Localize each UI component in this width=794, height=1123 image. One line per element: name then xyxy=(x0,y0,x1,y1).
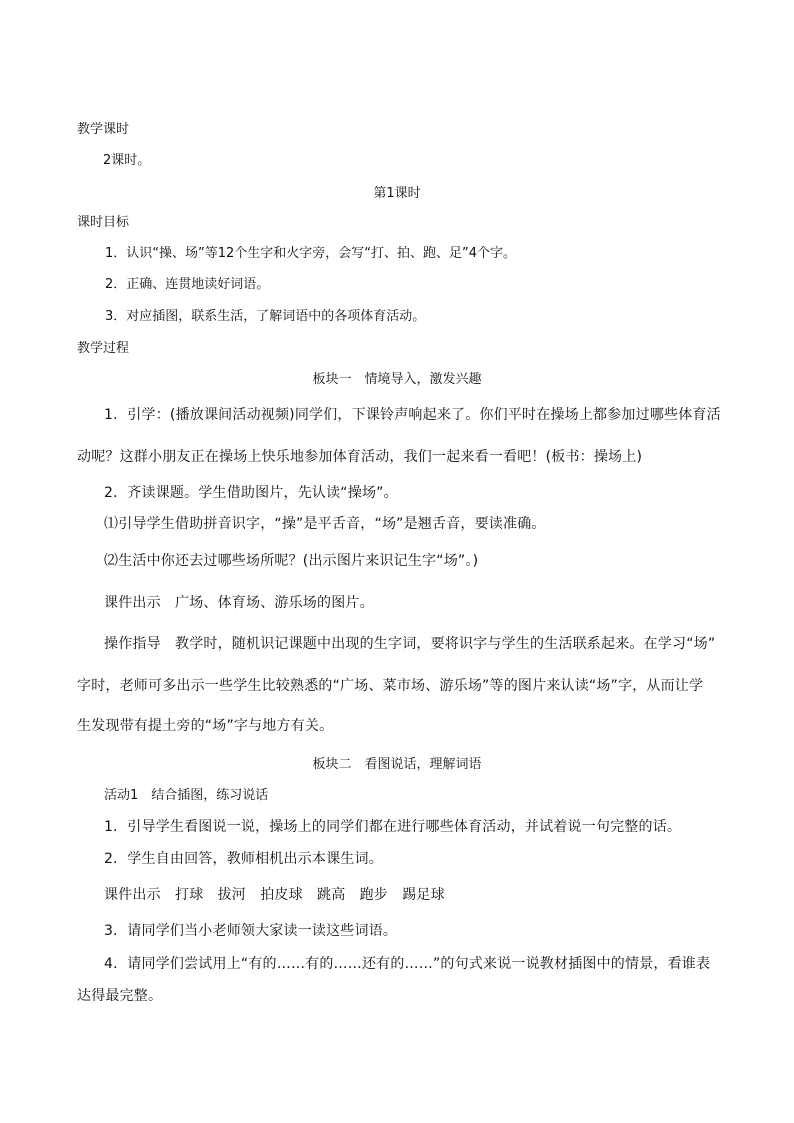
block2-step1: 1．引导学生看图说一说，操场上的同学们都在进行哪些体育活动，并试着说一句完整的话。 xyxy=(104,819,682,835)
process-heading: 教学过程 xyxy=(77,341,130,356)
block2-activity1: 活动1 结合插图，练习说话 xyxy=(104,788,269,803)
block1-guide-line2: 字时，老师可多出示一些学生比较熟悉的“广场、菜市场、游乐场”等的图片来认读“场”字，从而让学 xyxy=(77,678,704,694)
block2-step2: 2．学生自由回答，教师相机出示本课生词。 xyxy=(104,851,383,867)
block1-step2-sub1: ⑴引导学生借助拼音识字，“操”是平舌音，“场”是翘舌音，要读准确。 xyxy=(104,516,546,532)
block1-step1-line1: 1．引学：(播放课间活动视频)同学们，下课铃声响起来了。你们平时在操场上都参加过哪些体育活 xyxy=(104,407,721,423)
block2-courseware: 课件出示 打球 拔河 拍皮球 跳高 跑步 踢足球 xyxy=(104,887,445,903)
block2-step3: 3．请同学们当小老师领大家读一读这些词语。 xyxy=(104,923,398,939)
block1-step2-sub2: ⑵生活中你还去过哪些场所呢？(出示图片来识记生字“场”。) xyxy=(104,553,479,569)
goal-item-2: 2．正确、连贯地读好词语。 xyxy=(105,277,270,292)
block2-title: 板块二 看图说话，理解词语 xyxy=(312,757,482,772)
block2-step4-line2: 达得最完整。 xyxy=(77,988,163,1004)
goal-item-3: 3．对应插图，联系生活，了解词语中的各项体育活动。 xyxy=(105,309,426,324)
lesson-title: 第1课时 xyxy=(373,186,421,201)
goal-item-1: 1．认识“操、场”等12个生字和火字旁，会写“打、拍、跑、足”4个字。 xyxy=(105,246,517,261)
block1-title: 板块一 情境导入，激发兴趣 xyxy=(312,372,482,387)
block1-guide-line1: 操作指导 教学时，随机识记课题中出现的生字词，要将识字与学生的生活联系起来。在学习“场” xyxy=(104,636,716,652)
block1-courseware: 课件出示 广场、体育场、游乐场的图片。 xyxy=(104,595,374,611)
block1-step1-line2: 动呢？这群小朋友正在操场上快乐地参加体育活动，我们一起来看一看吧！(板书：操场上) xyxy=(77,449,643,465)
block2-step4-line1: 4．请同学们尝试用上“有的……有的……还有的……”的句式来说一说教材插图中的情景，看谁表 xyxy=(104,956,711,972)
block1-guide-line3: 生发现带有提土旁的“场”字与地方有关。 xyxy=(77,718,334,734)
teaching-hours-value: 2课时。 xyxy=(103,153,151,168)
teaching-hours-heading: 教学课时 xyxy=(77,122,130,137)
goals-heading: 课时目标 xyxy=(77,215,130,230)
block1-step2: 2．齐读课题。学生借助图片，先认读“操场”。 xyxy=(104,485,398,501)
